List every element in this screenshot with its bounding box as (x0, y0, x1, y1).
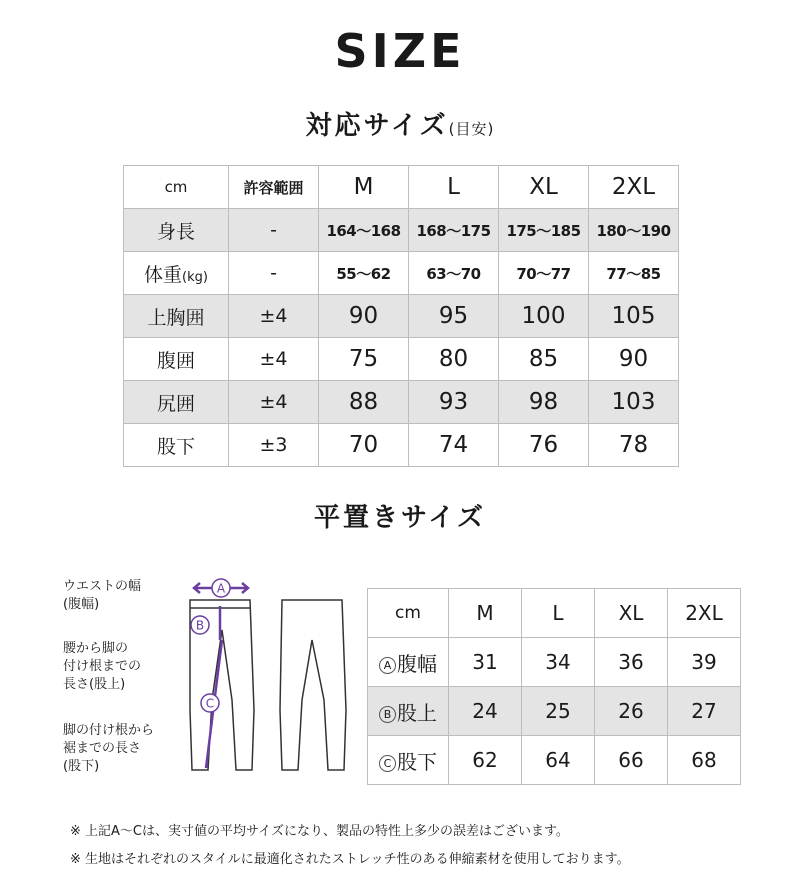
header-cell-l: L (409, 166, 499, 209)
marker-c-icon (201, 694, 219, 712)
value-cell: 31 (449, 638, 522, 687)
value-cell: 105 (589, 295, 679, 338)
marker-a-icon (212, 579, 230, 597)
table-row (124, 295, 679, 338)
value-cell: 26 (595, 687, 668, 736)
diagram-label-line: 腰から脚の (63, 641, 129, 656)
table-row (124, 381, 679, 424)
size-chart-heading (0, 105, 800, 142)
diagram-label-line: 脚の付け根から (63, 723, 155, 738)
marker-b-badge: B (379, 706, 396, 723)
value-cell: 70 (319, 424, 409, 467)
value-cell: 68 (668, 736, 741, 785)
header-cell-xl: XL (595, 589, 668, 638)
header-cell-unit: cm (124, 166, 229, 209)
row-label-text: 股下 (156, 435, 195, 458)
diagram-label-rise (63, 640, 141, 694)
value-cell: 70～77 (499, 252, 589, 295)
row-label-weight (124, 252, 229, 295)
row-label-text: 身長 (156, 220, 195, 243)
table-row (368, 687, 741, 736)
marker-a-badge: A (379, 657, 396, 674)
value-cell: 95 (409, 295, 499, 338)
tolerance-cell: - (229, 209, 319, 252)
header-cell-unit: cm (368, 589, 449, 638)
diagram-label-line: 長さ(股上) (63, 677, 126, 692)
value-cell: 27 (668, 687, 741, 736)
size-chart-table (123, 165, 679, 467)
tolerance-cell: ±4 (229, 381, 319, 424)
marker-c-letter: C (205, 696, 215, 711)
tolerance-cell: ±4 (229, 295, 319, 338)
value-cell: 75 (319, 338, 409, 381)
row-label-text: 尻囲 (156, 392, 195, 415)
value-cell: 103 (589, 381, 679, 424)
marker-b-icon (191, 616, 209, 634)
row-label-a (368, 638, 449, 687)
row-label-text: 上胸囲 (147, 306, 205, 329)
size-chart-heading-sub: (目安) (448, 120, 495, 138)
row-label-text: 腹囲 (156, 349, 195, 372)
value-cell: 74 (409, 424, 499, 467)
value-cell: 100 (499, 295, 589, 338)
value-cell: 180～190 (589, 209, 679, 252)
diagram-label-line: 裾までの長さ (63, 741, 142, 756)
header-cell-l: L (522, 589, 595, 638)
marker-c-badge: C (379, 755, 396, 772)
value-cell: 39 (668, 638, 741, 687)
value-cell: 90 (589, 338, 679, 381)
value-cell: 25 (522, 687, 595, 736)
header-cell-2xl: 2XL (668, 589, 741, 638)
diagram-label-line: ウエストの幅 (63, 579, 142, 594)
value-cell: 175～185 (499, 209, 589, 252)
value-cell: 64 (522, 736, 595, 785)
value-cell: 76 (499, 424, 589, 467)
row-label-inseam (124, 424, 229, 467)
diagram-label-waist (63, 578, 141, 614)
row-label-text: 体重 (144, 263, 183, 286)
row-label-height (124, 209, 229, 252)
value-cell: 34 (522, 638, 595, 687)
value-cell: 90 (319, 295, 409, 338)
diagram-label-line: (股下) (63, 759, 100, 774)
flat-size-heading: 平置きサイズ (314, 503, 486, 533)
row-label-text: 腹幅 (397, 651, 437, 676)
value-cell: 77～85 (589, 252, 679, 295)
value-cell: 164～168 (319, 209, 409, 252)
footnote-tolerance: ※ 上記A～Cは、実寸値の平均サイズになり、製品の特性上多少の誤差はございます。 (70, 824, 569, 839)
row-label-text: 股上 (397, 700, 437, 725)
value-cell: 93 (409, 381, 499, 424)
row-label-c (368, 736, 449, 785)
row-label-waist (124, 338, 229, 381)
row-label-b (368, 687, 449, 736)
table-row (124, 252, 679, 295)
value-cell: 66 (595, 736, 668, 785)
row-label-text: 股下 (397, 749, 437, 774)
row-label-hip (124, 381, 229, 424)
leggings-diagram (170, 570, 355, 780)
value-cell: 80 (409, 338, 499, 381)
flat-size-table (367, 588, 741, 785)
leggings-back-icon (280, 600, 346, 770)
value-cell: 55～62 (319, 252, 409, 295)
header-cell-tolerance: 許容範囲 (229, 166, 319, 209)
tolerance-cell: ±3 (229, 424, 319, 467)
marker-b-letter: B (195, 618, 205, 633)
table-row (368, 638, 741, 687)
tolerance-cell: - (229, 252, 319, 295)
table-row (124, 338, 679, 381)
table-row (124, 424, 679, 467)
value-cell: 62 (449, 736, 522, 785)
table-row (124, 209, 679, 252)
diagram-label-inseam (63, 722, 154, 776)
table-header-row (124, 166, 679, 209)
value-cell: 168～175 (409, 209, 499, 252)
value-cell: 88 (319, 381, 409, 424)
value-cell: 98 (499, 381, 589, 424)
header-cell-m: M (319, 166, 409, 209)
header-cell-xl: XL (499, 166, 589, 209)
size-chart-heading-text: 対応サイズ (305, 111, 449, 141)
page-title: SIZE (334, 24, 466, 78)
diagram-label-line: 付け根までの (63, 659, 142, 674)
value-cell: 63～70 (409, 252, 499, 295)
footnote-material: ※ 生地はそれぞれのスタイルに最適化されたストレッチ性のある伸縮素材を使用しております。 (70, 852, 630, 867)
tolerance-cell: ±4 (229, 338, 319, 381)
diagram-label-line: (腹幅) (63, 597, 100, 612)
header-cell-m: M (449, 589, 522, 638)
table-row (368, 736, 741, 785)
table-header-row (368, 589, 741, 638)
header-cell-2xl: 2XL (589, 166, 679, 209)
value-cell: 24 (449, 687, 522, 736)
row-label-unit: (kg) (182, 269, 208, 285)
marker-a-letter: A (216, 581, 226, 596)
value-cell: 36 (595, 638, 668, 687)
value-cell: 85 (499, 338, 589, 381)
row-label-chest (124, 295, 229, 338)
value-cell: 78 (589, 424, 679, 467)
